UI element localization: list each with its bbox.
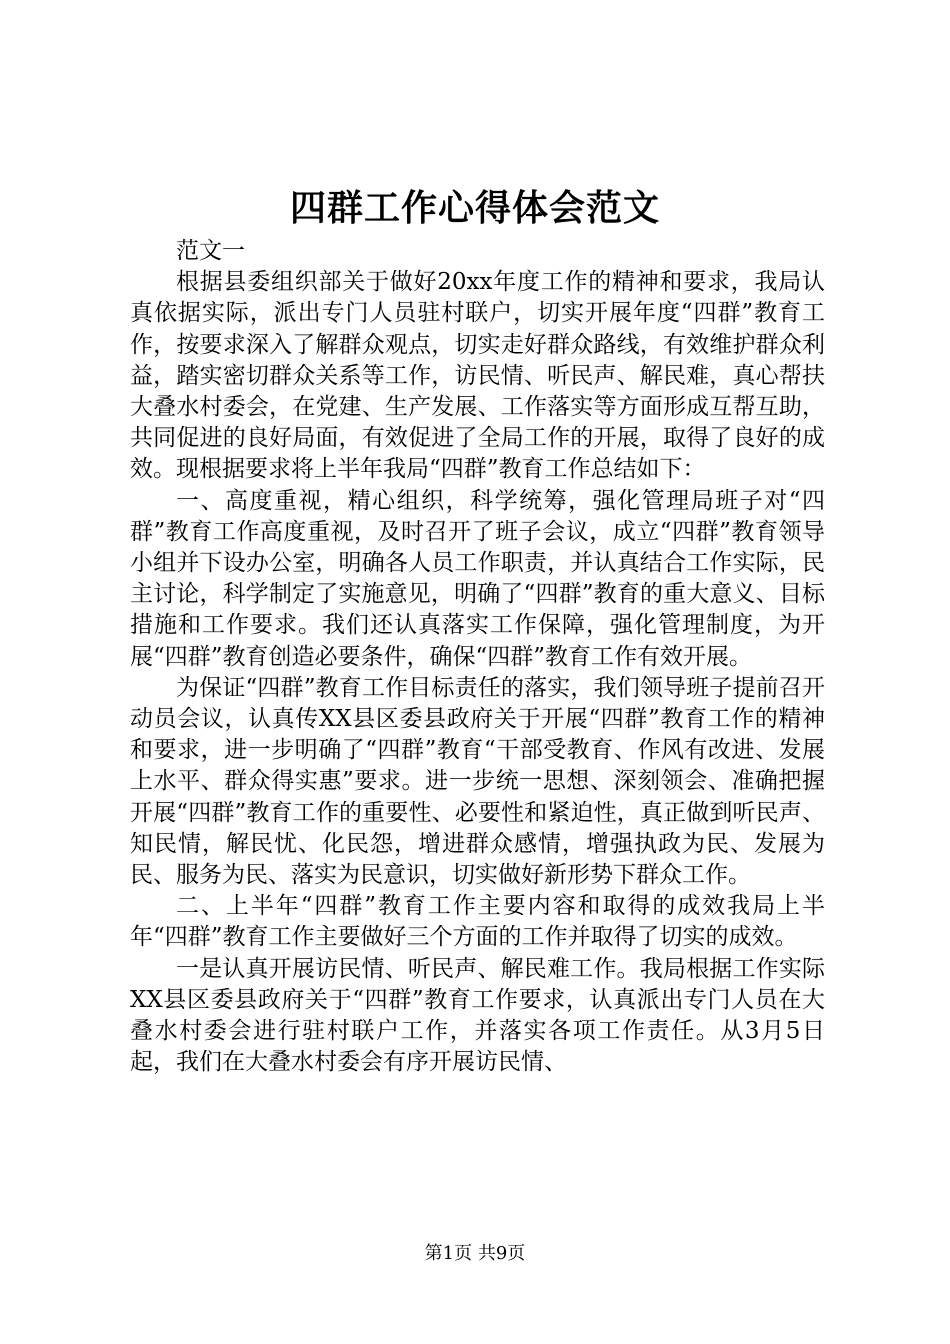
paragraph-point-one: 一、高度重视，精心组织，科学统筹，强化管理局班子对“四群”教育工作高度重视，及时召开了班子会议，成立“四群”教育领导小组并下设办公室，明确各人员工作职责，并认真结合工作实际，民主讨论，科学制定了实施意见，明确了“四群”教育的重大意义、目标措施和工作要求。我们还认真落实工作保障，强化管理制度，为开展“四群”教育创造必要条件，确保“四群”教育工作有效开展。 (130, 487, 825, 670)
paragraph-intro: 根据县委组织部关于做好20xx年度工作的精神和要求，我局认真依据实际，派出专门人员驻村联户，切实开展年度“四群”教育工作，按要求深入了解群众观点，切实走好群众路线，有效维护群众利益，踏实密切群众关系等工作，访民情、听民声、解民难，真心帮扶大叠水村委会，在党建、生产发展、工作落实等方面形成互帮互助，共同促进的良好局面，有效促进了全局工作的开展，取得了良好的成效。现根据要求将上半年我局“四群”教育工作总结如下： (130, 269, 825, 483)
paragraph-point-two: 二、上半年“四群”教育工作主要内容和取得的成效我局上半年“四群”教育工作主要做好三个方面的工作并取得了切实的成效。 (130, 893, 825, 951)
document-body (130, 236, 825, 1078)
paragraph-responsibility: 为保证“四群”教育工作目标责任的落实，我们领导班子提前召开动员会议，认真传XX县区委县政府关于开展“四群”教育工作的精神和要求，进一步明确了“四群”教育“干部受教育、作风有改进、发展上水平、群众得实惠”要求。进一步统一思想、深刻领会、准确把握开展“四群”教育工作的重要性、必要性和紧迫性，真正做到听民声、知民情，解民忧、化民怨，增进群众感情，增强执政为民、发展为民、服务为民、落实为民意识，切实做好新形势下群众工作。 (130, 674, 825, 889)
document-title: 四群工作心得体会范文 (289, 187, 660, 229)
page-number-footer: 第1页 共9页 (424, 1243, 526, 1264)
paragraph-section-label: 范文一 (176, 238, 245, 264)
paragraph-first-item: 一是认真开展访民情、听民声、解民难工作。我局根据工作实际XX县区委县政府关于“四群”教育工作要求，认真派出专门人员在大叠水村委会进行驻村联户工作，并落实各项工作责任。从3月5日起，我们在大叠水村委会有序开展访民情、 (130, 955, 825, 1076)
